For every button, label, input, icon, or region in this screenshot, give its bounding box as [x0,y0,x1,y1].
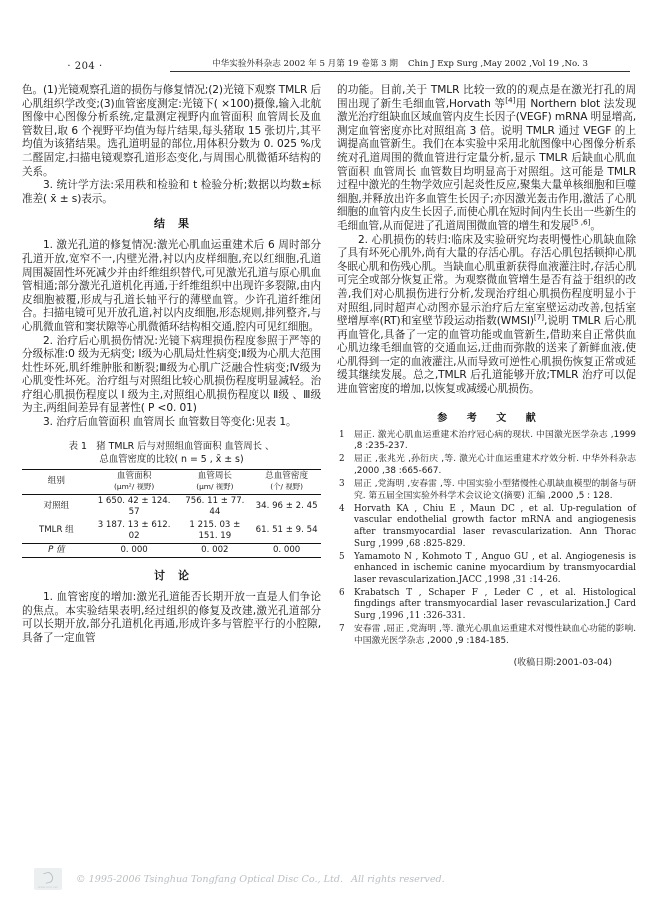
column-header-density-label: 总血管密度 [265,471,309,482]
cell-density: 34. 96 ± 2. 45 [255,501,318,512]
table-1-caption [22,440,321,466]
table-1-body [22,494,321,558]
paragraph-result-2: 2. 治疗后心肌损伤情况:光镜下病理损伤程度参照于严等的分级标准:0 级为无病变; I级为心肌局灶性病变;Ⅱ级为心肌大范围灶性坏死,肌纤维肿胀和断裂;Ⅲ级为心肌广泛融合性病变;Ⅳ级为心肌变性坏死。治疗组与对照组比较心肌损伤程度明显减轻。治疗组心肌损伤程度以 I 级为主,对照组心肌损伤程度以 Ⅱ级 、Ⅲ级为主,两组间差异有显著性( P <0. 01) [22,334,321,415]
reference-number: 6 [339,587,345,598]
discussion2-text-b: ,说明 TMLR 后心肌再血管化,具备了一定的血管功能或血管新生,借助来自正常供血心肌边缘毛细血管的交通血运,迂曲而弥散的送来了新鲜血液,使心肌得到一定的血液灌注,从而导致可逆性心肌损伤恢复正常或延缓其继续发展。总之,TMLR 后孔道能够开放;TMLR 治疗可以促进血管密度的增加,以恢复或减缓心肌损伤。 [337,315,636,396]
reference-item [337,624,636,647]
cnki-logo-caption: www.cnki.net [38,886,58,889]
reference-item [337,552,636,587]
paragraph-result-3: 3. 治疗后血管面积 血管周长 血管数目等变化:见表 1。 [43,416,297,429]
paragraph-discussion-2 [337,234,636,397]
reference-number: 3 [339,479,345,490]
reference-list [337,430,636,648]
journal-citation-en: Chin J Exp Surg ,May 2002 ,Vol 19 ,No. 3 [407,59,588,69]
column-header-perimeter [177,469,252,494]
column-header-density [252,469,321,494]
table-row [22,519,321,544]
section-heading-results: 结果 [154,217,202,231]
column-header-perimeter-unit: (μm/ 视野) [196,481,234,491]
table-1-head [22,469,321,494]
column-header-perimeter-label: 血管周长 [197,471,233,482]
cnki-logo-icon [34,868,62,890]
column-header-area-label: 血管面积 [116,471,152,482]
reference-item [337,588,636,623]
reference-text: Krabatsch T , Schaper F , Leder C , et al. Histological fingdings after transmyocardial laser revascularization.J Card Surg ,1996 ,11 :326-331. [354,587,636,622]
column-header-area [91,469,178,494]
reference-number: 7 [339,624,345,635]
cell-area: 1 650. 42 ± 124. 57 [97,496,171,517]
two-column-body [22,84,636,669]
cell-pvalue-area: 0. 000 [120,545,148,556]
reference-number: 5 [339,551,345,562]
section-heading-references: 参 考 文 献 [437,412,544,424]
journal-citation-cn: 中华实验外科杂志 2002 年 5 月第 19 卷第 3 期 [212,59,398,69]
column-header-group-label: 组别 [47,476,65,487]
right-column [337,84,636,668]
table-1-block [22,440,321,559]
column-header-area-unit: (μm²/ 视野) [113,481,155,491]
reference-text: Horvath KA , Chiu E , Maun DC , et al. Up-regulation of vascular endothelial growth factor mRNA and angiogenesis after transmyocardial laser revascularization. Ann Thorac Surg ,1999 ,68 :825-829. [354,503,636,549]
cell-group: TMLR 组 [39,525,74,536]
reference-text: 屈正 ,张兆光 ,孙衍庆 ,等. 激光心计血运重建术疗效分析. 中华外科杂志 ,2000 ,38 :665-667. [354,454,636,476]
column-header-density-unit: (个/ 视野) [270,481,303,491]
table-1-caption-line-1: 表 1 猪 TMLR 后与对照组血管面积 血管周长 、 [68,440,275,452]
cell-pvalue-perimeter: 0. 002 [201,545,229,556]
table-row-pvalue [22,543,321,558]
reference-item [337,504,636,550]
reference-number: 1 [339,429,345,440]
paragraph-discussion-continued [337,84,636,234]
rights-text: All rights reserved. [351,873,445,885]
section-heading-discussion: 讨论 [154,569,202,583]
citation-marker-5-6: [5 ,6] [571,217,591,227]
reference-item [337,479,636,502]
cell-density: 61. 51 ± 9. 54 [255,525,318,536]
left-column [22,84,321,668]
cell-pvalue-density: 0. 000 [272,545,301,556]
cell-pvalue-label: P 值 [48,545,65,556]
paragraph-discussion-1: 1. 血管密度的增加:激光孔道能否长期开放一直是人们争论的焦点。本实验结果表明,经过组织的修复及改建,激光孔道部分可以长期开放,部分孔道机化再通,形成许多与管腔平行的小腔隙,具备了一定血管 [22,591,321,644]
reference-text: 屈正. 激光心肌血运重建术治疗冠心病的现状. 中国激光医学杂志 ,1999 ,8 :235-237. [354,429,636,452]
table-1 [22,469,321,559]
received-date: (收稿日期:2001-03-04) [513,658,612,669]
reference-number: 4 [339,503,345,514]
citation-marker-4: [4] [505,95,516,105]
reference-text: Yamamoto N , Kohmoto T , Anguo GU , et al. Angiogenesis is enhanced in ischemic canine myocardium by transmyocardial laser revascularization.JACC ,1998 ,31 :14-26. [354,551,636,585]
footer-copyright-bar [0,868,646,890]
reference-text: 屈正 ,党海明 ,安春雷 ,等. 中国实验小型猪慢性心肌缺血模型的制备与研究. 第五届全国实验外科学术会议论文(摘要) 汇编 ,2000 ,5 : 128. [354,479,636,501]
cell-perimeter: 756. 11 ± 77. 44 [185,496,245,517]
paragraph-result-1: 1. 激光孔道的修复情况:激光心肌血运重建术后 6 周时部分孔道开放,宽窄不一,内壁光滑,衬以内皮样细胞,充以红细胞,孔道周围凝固性坏死减少并由纤维组织替代,可见激光孔道与原心肌血管相通;部分激光孔道机化再通,于纤维组织中出现许多裂隙,由内皮细胞被覆,形成与孔道长轴平行的薄壁血管。少许孔道纤维闭合。扫描电镜可见开放孔道,衬以内皮细胞,形态规则,排列整齐,与心肌微血管和窦状隙等心肌微循环结构相交通,腔内可见红细胞。 [22,239,321,333]
reference-item [337,430,636,453]
paragraph-methods-continued: 色。(1)光镜观察孔道的损伤与修复情况;(2)光镜下观察 TMLR 后心肌组织学改变;(3)血管密度测定:光镜下( ×100)摄像,输入北航图像中心图像分析系统,定量测定视野内血管面积 血管周长及血管数目,取 6 个视野平均值为每片结果,每头猪取 15 张切片,其平均值为该猪结果。选孔道明显的部位,用体积分数为 0. 025 %戊二醛固定,扫描电镜观察孔道形态变化,与周围心肌微循环结构的关系。 [22,84,321,178]
discussion-text-b: 用 Northern blot 法发现激光治疗组缺血区域血管内皮生长因子(VEGF) mRNA 明显增高,测定血管密度亦比对照组高 3 倍。说明 TMLR 通过 VEGF 的上调提高血管新生。我们在本实验中采用北航图像中心图像分析系统对孔道周围的微血管进行定量分析,显示 TMLR 后缺血心肌血管面积 血管周长 血管数目均明显高于对照组。这可能是 TMLR 过程中激光的生物学效应引起炎性反应,聚集大量单核细胞和巨噬细胞,并释放出许多血管生长因子;亦因激光轰击作用,激活了心肌细胞的血管内皮生长因子,而使心肌在短时间内生长出一些新生的毛细血管,从而促进了孔道周围微血管的增生和发展 [337,97,636,232]
column-header-group [22,469,91,494]
table-row [22,494,321,519]
copyright-text: © 1995-2006 Tsinghua Tongfang Optical Disc Co., Ltd. [76,873,344,885]
citation-marker-7: [7] [533,312,545,322]
table-header-row [22,469,321,494]
cell-perimeter: 1 215. 03 ± 151. 19 [189,520,241,541]
paragraph-statistics: 3. 统计学方法:采用秩和检验和 t 检验分析;数据以均数±标准差( x̄ ± s)表示。 [22,179,321,205]
reference-text: 安春雷 ,屈正 ,党海明 ,等. 激光心肌血运重建术对慢性缺血心功能的影响. 中国激光医学杂志 ,2000 ,9 :184-185. [354,624,636,646]
page-number: · 204 · [67,61,103,72]
cell-group: 对照组 [43,501,70,512]
reference-item [337,454,636,477]
cell-area: 3 187. 13 ± 612. 02 [97,520,171,541]
discussion-text-c: 。 [590,219,601,232]
reference-number: 2 [339,454,345,465]
running-head [0,52,646,72]
footer-text [76,874,445,885]
journal-citation-line [170,57,630,72]
discussion-text-a: 的功能。目前,关于 TMLR 比较一致的的观点是在激光打孔的周围出现了新生毛细血管,Horvath 等 [337,84,636,110]
table-1-caption-line-2: 总血管密度的比较( n = 5 , x̄ ± s) [99,453,244,465]
discussion2-text-a: 2. 心肌损伤的转归:临床及实验研究均表明慢性心肌缺血除了具有坏死心肌外,尚有大量的存活心肌。存活心肌包括顿抑心肌 冬眠心肌和伤残心肌。当缺血心肌重新获得血液灌注时,存活心肌可完全或部分恢复正常。为观察微血管增生是否有益于组织的改善,我们对心肌损伤进行分析,发现治疗组心肌损伤程度明显小于对照组,同时超声心动图亦显示治疗后左室室壁运动改善,包括室壁增厚率(RT)和室壁节段运动指数(WMSI) [337,233,636,328]
